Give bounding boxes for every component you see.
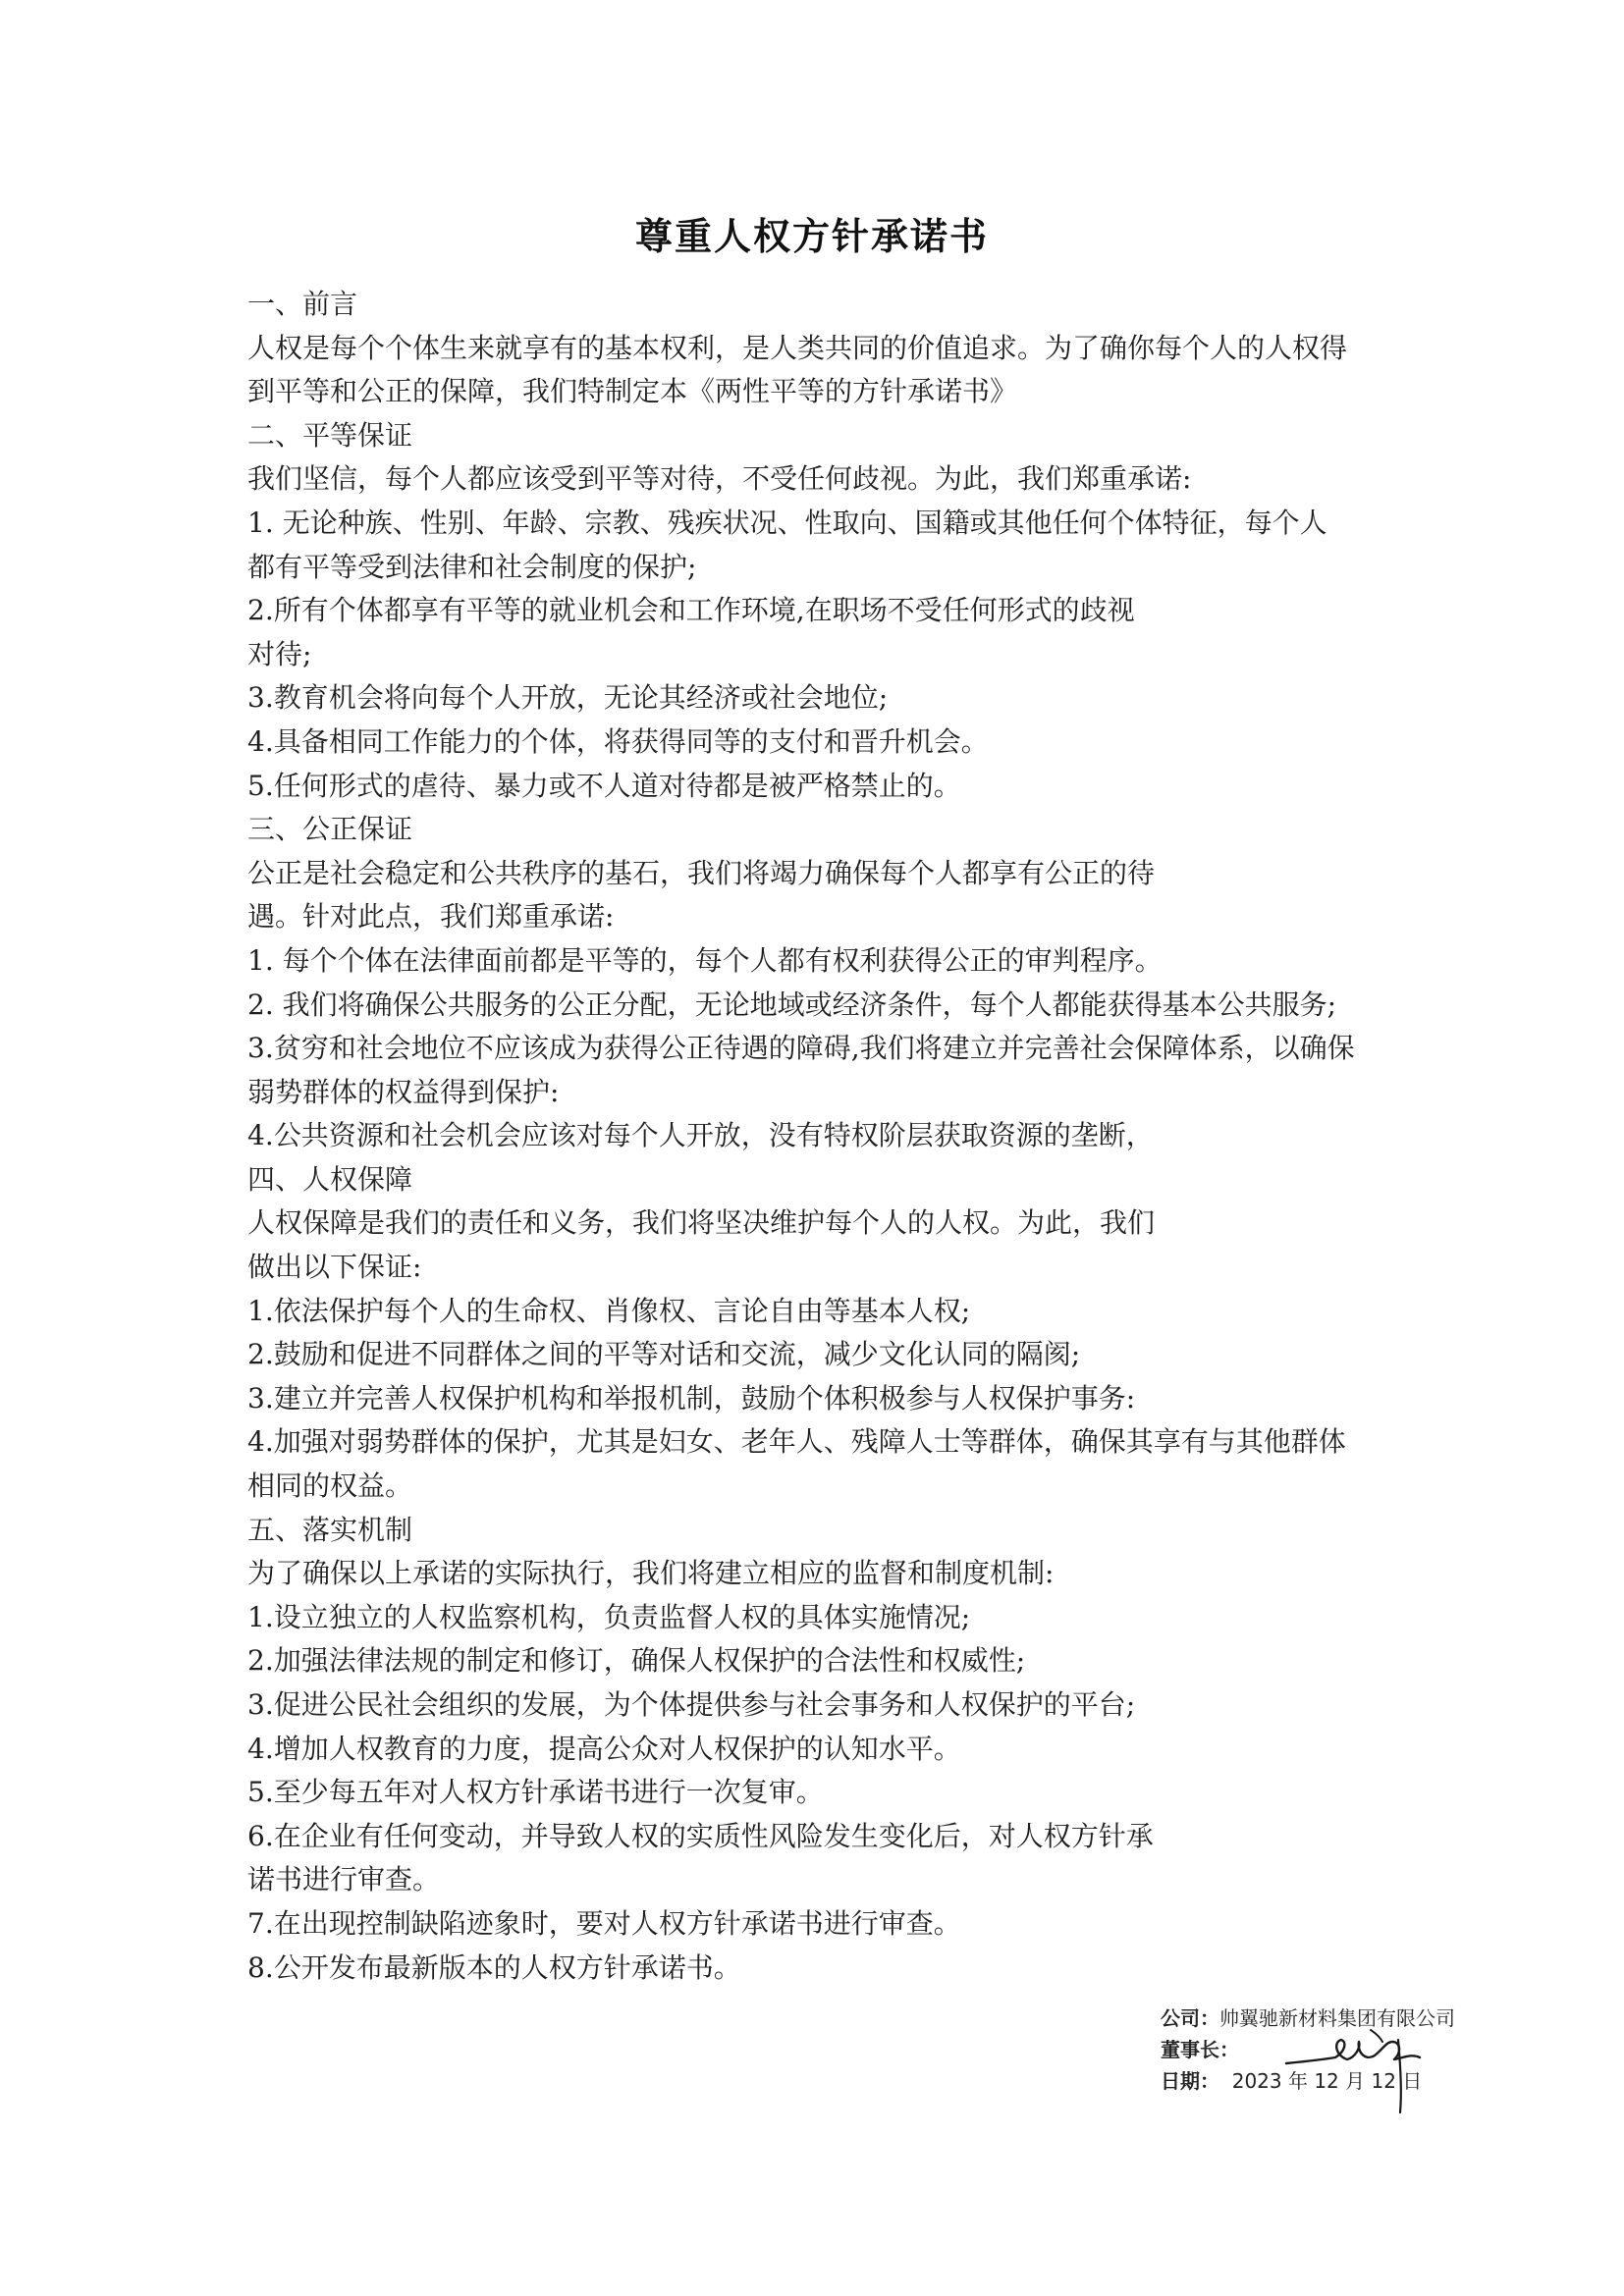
document-line: 二、平等保证 (247, 418, 413, 452)
document-line: 7.在出现控制缺陷迹象时，要对人权方针承诺书进行审查。 (247, 1906, 961, 1940)
document-line: 2. 我们将确保公共服务的公正分配，无论地域或经济条件，每个人都能获得基本公共服务; (247, 988, 1337, 1021)
document-line: 做出以下保证: (247, 1251, 422, 1284)
document-line: 2.鼓励和促进不同群体之间的平等对话和交流，减少文化认同的隔阂; (247, 1338, 1081, 1371)
document-line: 遇。针对此点，我们郑重承诺: (247, 900, 615, 934)
document-line: 诺书进行审查。 (247, 1863, 441, 1896)
document-line: 五、落实机制 (247, 1513, 413, 1546)
document-line: 1. 无论种族、性别、年龄、宗教、残疾状况、性取向、国籍或其他任何个体特征，每个人 (247, 506, 1327, 539)
company-name: 帅翼驰新材料集团有限公司 (1219, 2006, 1455, 2030)
date-label: 日期： (1161, 2069, 1219, 2093)
document-line: 对待; (247, 637, 312, 670)
document-line: 三、公正保证 (247, 813, 413, 846)
document-line: 人权保障是我们的责任和义务，我们将坚决维护每个人的人权。为此，我们 (247, 1206, 1156, 1240)
document-line: 2.加强法律法规的制定和修订，确保人权保护的合法性和权威性; (247, 1644, 1026, 1678)
document-line: 4.增加人权教育的力度，提高公众对人权保护的认知水平。 (247, 1732, 961, 1765)
date-value: 2023 年 12 月 12 日 (1231, 2069, 1423, 2093)
document-line: 为了确保以上承诺的实际执行，我们将建立相应的监督和制度机制: (247, 1557, 1055, 1590)
document-line: 公正是社会稳定和公共秩序的基石，我们将竭力确保每个人都享有公正的待 (247, 856, 1156, 889)
document-line: 3.贫穷和社会地位不应该成为获得公正待遇的障碍,我们将建立并完善社会保障体系，以确保 (247, 1032, 1355, 1065)
document-body (247, 283, 1406, 1990)
document-line: 5.任何形式的虐待、暴力或不人道对待都是被严格禁止的。 (247, 769, 961, 802)
document-line: 3.建立并完善人权保护机构和举报机制，鼓励个体积极参与人权保护事务: (247, 1381, 1136, 1415)
document-line: 1.设立独立的人权监察机构，负责监督人权的具体实施情况; (247, 1600, 971, 1633)
document-line: 6.在企业有任何变动，并导致人权的实质性风险发生变化后，对人权方针承 (247, 1819, 1154, 1852)
document-title: 尊重人权方针承诺书 (634, 215, 989, 258)
document-line: 都有平等受到法律和社会制度的保护; (247, 550, 697, 583)
document-line: 我们坚信，每个人都应该受到平等对待，不受任何歧视。为此，我们郑重承诺: (247, 462, 1192, 496)
document-line: 2.所有个体都享有平等的就业机会和工作环境,在职场不受任何形式的歧视 (247, 594, 1135, 627)
chairman-label: 董事长： (1161, 2038, 1239, 2061)
document-line: 弱势群体的权益得到保护: (247, 1075, 560, 1108)
document-line: 4.公共资源和社会机会应该对每个人开放，没有特权阶层获取资源的垄断， (247, 1119, 1154, 1152)
document-line: 3.促进公民社会组织的发展，为个体提供参与社会事务和人权保护的平台; (247, 1688, 1136, 1721)
company-label: 公司： (1161, 2006, 1219, 2030)
document-line: 1.依法保护每个人的生命权、肖像权、言论自由等基本人权; (247, 1294, 971, 1327)
document-line: 5.至少每五年对人权方针承诺书进行一次复审。 (247, 1776, 824, 1809)
document-line: 一、前言 (247, 288, 358, 320)
document-line: 8.公开发布最新版本的人权方针承诺书。 (247, 1950, 741, 1984)
document-line: 4.加强对弱势群体的保护，尤其是妇女、老年人、残障人士等群体，确保其享有与其他群体 (247, 1425, 1346, 1459)
document-line: 人权是每个个体生来就享有的基本权利，是人类共同的价值追求。为了确你每个人的人权得 (247, 331, 1348, 364)
document-line: 4.具备相同工作能力的个体，将获得同等的支付和晋升机会。 (247, 724, 989, 758)
document-line: 四、人权保障 (247, 1162, 413, 1196)
handwritten-signature (1276, 2012, 1434, 2120)
document-line: 1. 每个个体在法律面前都是平等的，每个人都有权利获得公正的审判程序。 (247, 943, 1163, 977)
document-line: 相同的权益。 (247, 1469, 413, 1503)
document-line: 到平等和公正的保障，我们特制定本《两性平等的方针承诺书》 (247, 375, 1018, 408)
document-line: 3.教育机会将向每个人开放，无论其经济或社会地位; (247, 681, 889, 715)
